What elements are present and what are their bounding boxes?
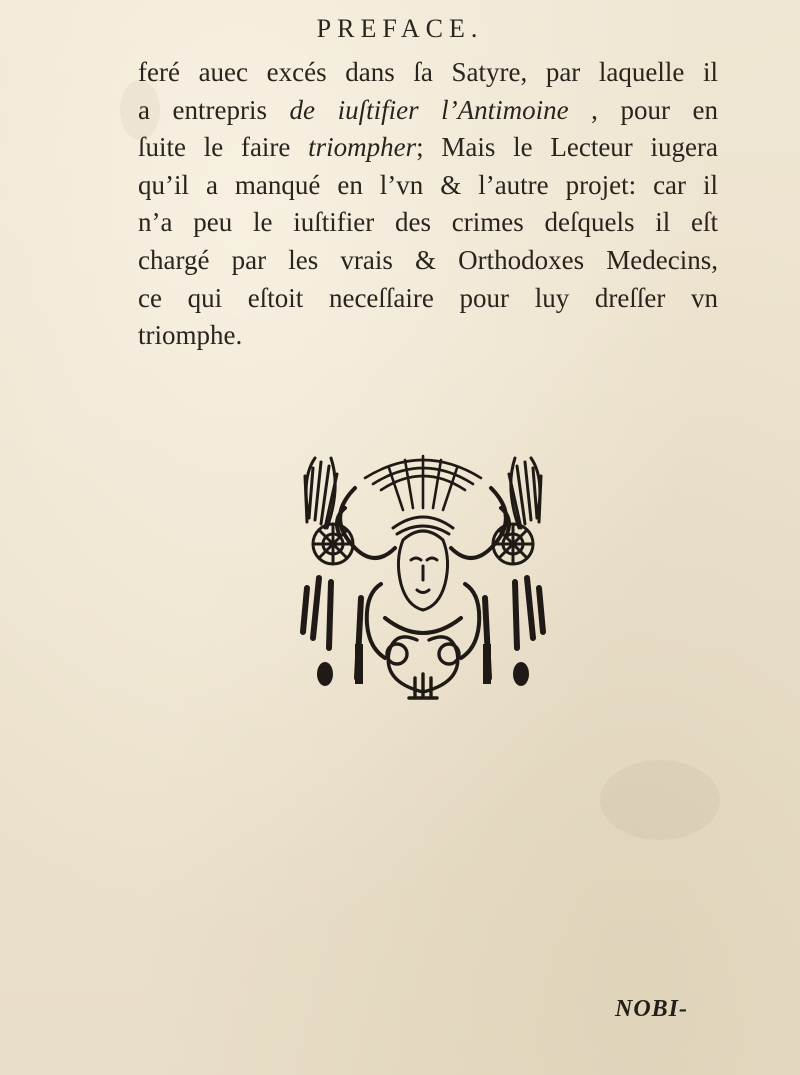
text-span: ce qui eſtoit neceſſaire pour luy dreſſer vn xyxy=(138,282,718,313)
text-span: ſuite le faire xyxy=(138,132,309,163)
text-line xyxy=(138,317,718,355)
text-line xyxy=(138,54,718,92)
text-span: , pour en xyxy=(568,94,718,125)
woodcut-ornament xyxy=(285,448,561,702)
text-line xyxy=(138,280,718,318)
italic-phrase: de iuſtifier l’Antimoine xyxy=(289,94,569,125)
text-line xyxy=(138,92,718,130)
text-line xyxy=(138,204,718,242)
catchword: NOBI- xyxy=(615,996,689,1022)
body-text xyxy=(138,54,718,355)
text-span: qu’il a manqué en l’vn & l’autre projet: car il xyxy=(138,169,718,200)
text-span: ; Mais le Lecteur iugera xyxy=(416,132,718,163)
italic-phrase: triompher xyxy=(308,132,417,163)
running-header: PREFACE. xyxy=(316,14,484,43)
paper-stain xyxy=(600,760,720,840)
text-line xyxy=(138,167,718,205)
text-span: triomphe. xyxy=(138,320,243,351)
text-line xyxy=(138,129,718,167)
text-span: feré auec excés dans ſa Satyre, par laquelle il xyxy=(138,57,718,87)
text-line xyxy=(138,242,718,280)
text-span: n’a peu le iuſtifier des crimes deſquels il eſt xyxy=(138,207,718,238)
text-span: chargé par les vrais & Orthodoxes Medecins, xyxy=(138,244,718,275)
text-span: a entrepris xyxy=(138,94,290,125)
